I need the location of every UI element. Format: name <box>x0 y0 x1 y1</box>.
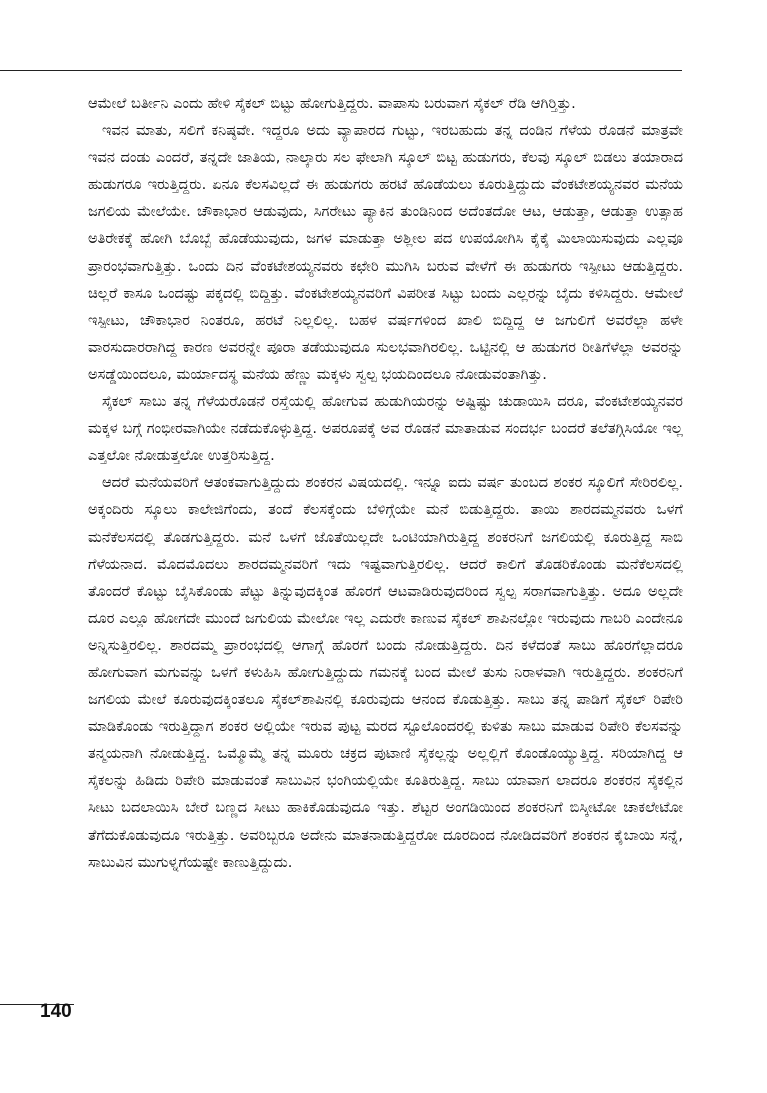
paragraph: ಸೈಕಲ್ ಸಾಬು ತನ್ನ ಗೆಳೆಯರೊಡನೆ ರಸ್ತೆಯಲ್ಲಿ ಹೋಗುವ ಹುಡುಗಿಯರನ್ನು ಅಷ್ಟಿಷ್ಟು ಚುಡಾಯಿಸಿ ದರೂ, ವೆಂಕಟೇಶಯ್ಯನವರ ಮಕ್ಕಳ ಬಗ್ಗೆ ಗಂಭೀರವಾಗಿಯೇ ನಡೆದುಕೊಳ್ಳುತ್ತಿದ್ದ. ಅಪರೂಪಕ್ಕೆ ಅವ ರೊಡನೆ ಮಾತಾಡುವ ಸಂದರ್ಭ ಬಂದರೆ ತಲೆತಗ್ಗಿಸಿಯೋ ಇಲ್ಲ ಎತ್ತಲೋ ನೋಡುತ್ತಲೋ ಉತ್ತರಿಸುತ್ತಿದ್ದ. <box>88 393 683 465</box>
paragraph: ಆದರೆ ಮನೆಯವರಿಗೆ ಆತಂಕವಾಗುತ್ತಿದ್ದುದು ಶಂಕರನ ವಿಷಯದಲ್ಲಿ. ಇನ್ನೂ ಐದು ವರ್ಷ ತುಂಬದ ಶಂಕರ ಸ್ಕೂಲಿಗೆ ಸೇರಿರಲಿಲ್ಲ. ಅಕ್ಕಂದಿರು ಸ್ಕೂಲು ಕಾಲೇಜಿಗೆಂದು, ತಂದೆ ಕೆಲಸಕ್ಕೆಂದು ಬೆಳಿಗ್ಗೆಯೇ ಮನೆ ಬಿಡುತ್ತಿದ್ದರು. ತಾಯಿ ಶಾರದಮ್ಮನವರು ಒಳಗೆ ಮನೆಕೆಲಸದಲ್ಲಿ ತೊಡಗುತ್ತಿದ್ದರು. ಮನೆ ಒಳಗೆ ಜೊತೆಯಿಲ್ಲದೇ ಒಂಟಿಯಾಗಿರುತ್ತಿದ್ದ ಶಂಕರನಿಗೆ ಜಗಲಿಯಲ್ಲಿ ಕೂರುತ್ತಿದ್ದ ಸಾಬಿ ಗೆಳೆಯನಾದ. ಮೊದಮೊದಲು ಶಾರದಮ್ಮನವರಿಗೆ ಇದು ಇಷ್ಟವಾಗುತ್ತಿರಲಿಲ್ಲ. ಆದರೆ ಕಾಲಿಗೆ ತೊಡರಿಕೊಂಡು ಮನೆಕೆಲಸದಲ್ಲಿ ತೊಂದರೆ ಕೊಟ್ಟು ಬೈಸಿಕೊಂಡು ಪೆಟ್ಟು ತಿನ್ನುವುದಕ್ಕಿಂತ ಹೊರಗೆ ಆಟವಾಡಿರುವುದರಿಂದ ಸ್ವಲ್ಪ ಸರಾಗವಾಗುತ್ತಿತ್ತು. ಅದೂ ಅಲ್ಲದೇ ದೂರ ಎಲ್ಲೂ ಹೋಗದೇ ಮುಂದೆ ಜಗುಲಿಯ ಮೇಲೋ ಇಲ್ಲ ಎದುರೇ ಕಾಣುವ ಸೈಕಲ್ ಶಾಪಿನಲ್ಲೋ ಇರುವುದು ಗಾಬರಿ ಎಂದೇನೂ ಅನ್ನಿಸುತ್ತಿರಲಿಲ್ಲ. ಶಾರದಮ್ಮ ಪ್ರಾರಂಭದಲ್ಲಿ ಆಗಾಗ್ಗೆ ಹೊರಗೆ ಬಂದು ನೋಡುತ್ತಿದ್ದರು. ದಿನ ಕಳೆದಂತೆ ಸಾಬು ಹೊರಗೆಲ್ಲಾದರೂ ಹೋಗುವಾಗ ಮಗುವನ್ನು ಒಳಗೆ ಕಳುಹಿಸಿ ಹೋಗುತ್ತಿದ್ದುದು ಗಮನಕ್ಕೆ ಬಂದ ಮೇಲೆ ತುಸು ನಿರಾಳವಾಗಿ ಇರುತ್ತಿದ್ದರು. ಶಂಕರನಿಗೆ ಜಗಲಿಯ ಮೇಲೆ ಕೂರುವುದಕ್ಕಿಂತಲೂ ಸೈಕಲ್‌ಶಾಪಿನಲ್ಲಿ ಕೂರುವುದು ಆನಂದ ಕೊಡುತ್ತಿತ್ತು. ಸಾಬು ತನ್ನ ಪಾಡಿಗೆ ಸೈಕಲ್ ರಿಪೇರಿ ಮಾಡಿಕೊಂಡು ಇರುತ್ತಿದ್ದಾಗ ಶಂಕರ ಅಲ್ಲಿಯೇ ಇರುವ ಪುಟ್ಟ ಮರದ ಸ್ಟೂಲೊಂದರಲ್ಲಿ ಕುಳಿತು ಸಾಬು ಮಾಡುವ ರಿಪೇರಿ ಕೆಲಸವನ್ನು ತನ್ಮಯನಾಗಿ ನೋಡುತ್ತಿದ್ದ. ಒಮ್ಮೊಮ್ಮೆ ತನ್ನ ಮೂರು ಚಕ್ರದ ಪುಟಾಣಿ ಸೈಕಲ್ಲನ್ನು ಅಲ್ಲಲ್ಲಿಗೆ ಕೊಂಡೊಯ್ಯುತ್ತಿದ್ದ. ಸರಿಯಾಗಿದ್ದ ಆ ಸೈಕಲನ್ನು ಹಿಡಿದು ರಿಪೇರಿ ಮಾಡುವಂತೆ ಸಾಬುವಿನ ಭಂಗಿಯಲ್ಲಿಯೇ ಕೂತಿರುತ್ತಿದ್ದ. ಸಾಬು ಯಾವಾಗ ಲಾದರೂ ಶಂಕರನ ಸೈಕಲ್ಲಿನ ಸೀಟು ಬದಲಾಯಿಸಿ ಬೇರೆ ಬಣ್ಣದ ಸೀಟು ಹಾಕಿಕೊಡುವುದೂ ಇತ್ತು. ಶೆಟ್ಟರ ಅಂಗಡಿಯಿಂದ ಶಂಕರನಿಗೆ ಬಿಸ್ಕೀಟೋ ಚಾಕಲೇಟೋ ತೆಗೆದುಕೊಡುವುದೂ ಇರುತ್ತಿತ್ತು. ಅವರಿಬ್ಬರೂ ಅದೇನು ಮಾತನಾಡುತ್ತಿದ್ದರೋ ದೂರದಿಂದ ನೋಡಿದವರಿಗೆ ಶಂಕರನ ಕೈಬಾಯಿ ಸನ್ನೆ, ಸಾಬುವಿನ ಮುಗುಳ್ನಗೆಯಷ್ಟೇ ಕಾಣುತ್ತಿದ್ದುದು. <box>88 474 683 871</box>
paragraph: ಇವನ ಮಾತು, ಸಲಿಗೆ ಕನಿಷ್ಠವೇ. ಇದ್ದರೂ ಅದು ವ್ಯಾಪಾರದ ಗುಟ್ಟು, ಇರಬಹುದು ತನ್ನ ದಂಡಿನ ಗೆಳೆಯ ರೊಡನೆ ಮಾತ್ರವೇ ಇವನ ದಂಡು ಎಂದರೆ, ತನ್ನದೇ ಜಾತಿಯ, ನಾಲ್ಕಾರು ಸಲ ಫೇಲಾಗಿ ಸ್ಕೂಲ್ ಬಿಟ್ಟ ಹುಡುಗರು, ಕೆಲವು ಸ್ಕೂಲ್ ಬಿಡಲು ತಯಾರಾದ ಹುಡುಗರೂ ಇರುತ್ತಿದ್ದರು. ಏನೂ ಕೆಲಸವಿಲ್ಲದೆ ಈ ಹುಡುಗರು ಹರಟೆ ಹೊಡೆಯಲು ಕೂರುತ್ತಿದ್ದುದು ವೆಂಕಟೇಶಯ್ಯನವರ ಮನೆಯ ಜಗಲಿಯ ಮೇಲೆಯೇ. ಚೌಕಾಭಾರ ಆಡುವುದು, ಸಿಗರೇಟು ಪ್ಯಾಕಿನ ತುಂಡಿನಿಂದ ಅದೆಂತದೋ ಆಟ, ಆಡುತ್ತಾ, ಆಡುತ್ತಾ ಉತ್ಸಾಹ ಅತಿರೇಕಕ್ಕೆ ಹೋಗಿ ಬೊಬ್ಬೆ ಹೊಡೆಯುವುದು, ಜಗಳ ಮಾಡುತ್ತಾ ಅಶ್ಲೀಲ ಪದ ಉಪಯೋಗಿಸಿ ಕೈಕೈ ಮಿಲಾಯಿಸುವುದು ಎಲ್ಲವೂ ಪ್ರಾರಂಭವಾಗುತ್ತಿತ್ತು. ಒಂದು ದಿನ ವೆಂಕಟೇಶಯ್ಯನವರು ಕಛೇರಿ ಮುಗಿಸಿ ಬರುವ ವೇಳೆಗೆ ಈ ಹುಡುಗರು ಇಸ್ಪೀಟು ಆಡುತ್ತಿದ್ದರು. ಚಿಲ್ಲರೆ ಕಾಸೂ ಒಂದಷ್ಟು ಪಕ್ಕದಲ್ಲಿ ಬಿದ್ದಿತ್ತು. ವೆಂಕಟೇಶಯ್ಯನವರಿಗೆ ವಿಪರೀತ ಸಿಟ್ಟು ಬಂದು ಎಲ್ಲರನ್ನು ಬೈದು ಕಳಿಸಿದ್ದರು. ಆಮೇಲೆ ಇಸ್ಪೀಟು, ಚೌಕಾಭಾರ ನಿಂತರೂ, ಹರಟೆ ನಿಲ್ಲಲಿಲ್ಲ. ಬಹಳ ವರ್ಷಗಳಿಂದ ಖಾಲಿ ಬಿದ್ದಿದ್ದ ಆ ಜಗುಲಿಗೆ ಅವರೆಲ್ಲಾ ಹಳೇ ವಾರಸುದಾರರಾಗಿದ್ದ ಕಾರಣ ಅವರನ್ನೇ ಪೂರಾ ತಡೆಯುವುದೂ ಸುಲಭವಾಗಿರಲಿಲ್ಲ. ಒಟ್ಟಿನಲ್ಲಿ ಆ ಹುಡುಗರ ರೀತಿಗೆಳೆಲ್ಲಾ ಅವರನ್ನು ಅಸಡ್ಡೆಯಿಂದಲೂ, ಮರ್ಯಾದಸ್ಥ ಮನೆಯ ಹೆಣ್ಣು ಮಕ್ಕಳು ಸ್ವಲ್ಪ ಭಯದಿಂದಲೂ ನೋಡುವಂತಾಗಿತ್ತು. <box>88 122 683 383</box>
page-body-text <box>88 90 683 876</box>
paragraph: ಆಮೇಲೆ ಬರ್ತೀನಿ ಎಂದು ಹೇಳಿ ಸೈಕಲ್ ಬಿಟ್ಟು ಹೋಗುತ್ತಿದ್ದರು. ವಾಪಾಸು ಬರುವಾಗ ಸೈಕಲ್ ರೆಡಿ ಆಗಿರ್‍ತಿತ್ತು. <box>88 95 576 112</box>
page-number: 140 <box>40 1001 72 1022</box>
header-rule <box>0 70 682 71</box>
